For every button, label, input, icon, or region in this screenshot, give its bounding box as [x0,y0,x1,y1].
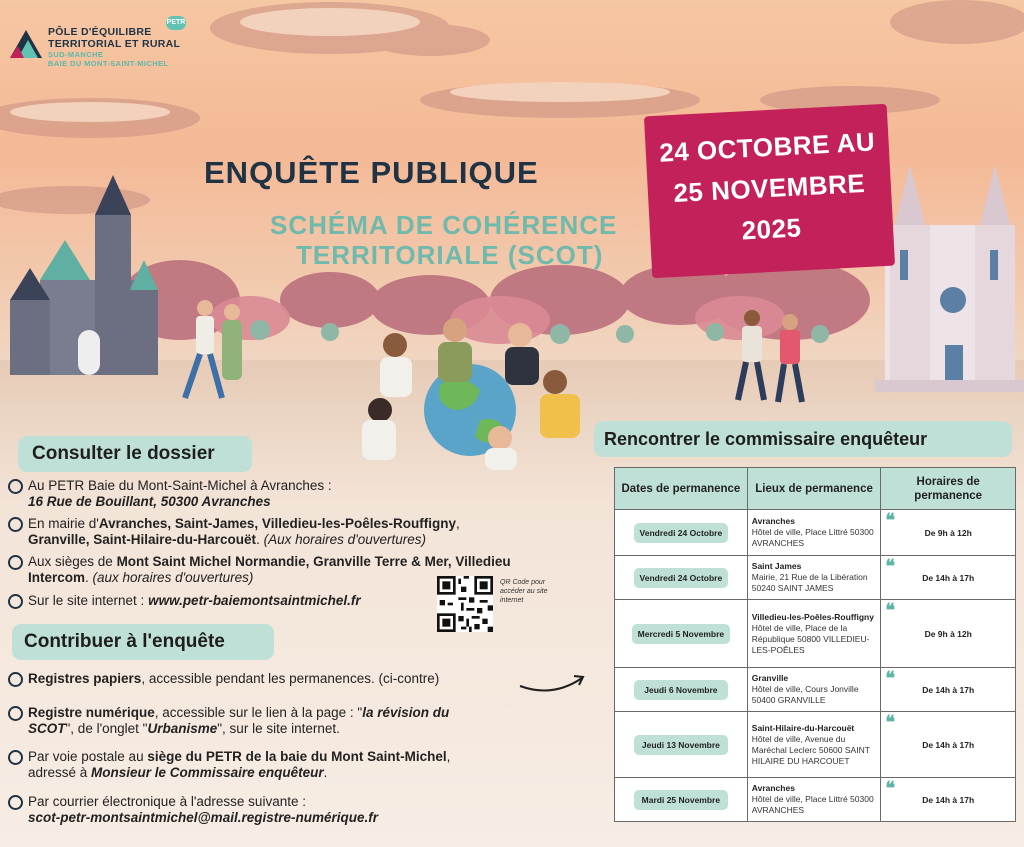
table-row [615,668,1016,712]
table-row [615,556,1016,600]
contribuer-item3-adresse: adressé à [28,765,92,780]
row-horaire-cell [881,556,1016,600]
row-horaire: De 9h à 12h [924,527,972,538]
row-date: Vendredi 24 Octobre [634,523,729,543]
date-banner [644,104,895,278]
table-row [615,600,1016,668]
row-lieu-cell [747,600,881,668]
row-horaire-cell [881,600,1016,668]
consulter-item2-towns: Avranches, Saint-James, Villedieu-les-Poêles-Rouffigny [98,516,456,531]
logo-text-line4: BAIE DU MONT-SAINT-MICHEL [48,59,169,68]
contribuer-item3-commissaire: Monsieur le Commissaire enquêteur [91,765,324,780]
consulter-heading: Consulter le dossier [18,436,252,472]
row-horaire: De 14h à 17h [922,794,975,805]
column-header-dates: Dates de permanence [615,468,748,510]
consulter-item3-hours: (aux horaires d'ouvertures) [92,570,254,585]
circle-bullet-icon [8,555,23,570]
rencontrer-heading: Rencontrer le commissaire enquêteur [594,421,1012,457]
quote-icon: ❝ [885,600,896,621]
row-lieu-name: Villedieu-les-Poêles-Rouffigny [751,611,874,622]
logo-text-line2: TERRITORIAL ET RURAL [48,38,181,50]
globe-illustration [362,318,580,470]
quote-icon: ❝ [885,668,896,689]
row-date-cell [615,668,748,712]
contribuer-item2-scot: SCOT [28,721,66,736]
circle-bullet-icon [8,672,23,687]
consulter-item4-prefix: Sur le site internet : [28,593,149,608]
row-lieu-address: Hôtel de ville, Place Littré 50300 AVRANCHES [751,794,874,815]
row-lieu-name: Avranches [751,783,795,793]
website-link[interactable]: www.petr-baiemontsaintmichel.fr [148,593,361,608]
quote-icon: ❝ [885,712,896,733]
row-date-cell [615,600,748,668]
contribuer-item2-text3: ", sur le site internet. [217,721,340,736]
row-lieu-name: Saint James [751,561,802,571]
table-header-row [615,468,1016,510]
row-date-cell [615,778,748,822]
contribuer-item4-text: Par courrier électronique à l'adresse suivante : [28,794,306,809]
contribuer-item2-urbanisme: Urbanisme [147,721,218,736]
row-horaire: De 14h à 17h [922,739,975,750]
row-lieu-address: Mairie, 21 Rue de la Libération 50240 SAINT JAMES [751,572,868,593]
row-lieu-address: Hôtel de ville, Place de la République 50800 VILLEDIEU-LES-POÊLES [751,622,870,655]
circle-bullet-icon [8,795,23,810]
email-link[interactable]: scot-petr-montsaintmichel@mail.registre-numérique.fr [28,810,378,825]
row-horaire: De 14h à 17h [922,572,975,583]
contribuer-item3-siege: siège du PETR de la baie du Mont Saint-Michel [147,749,447,764]
row-lieu-address: Hôtel de ville, Cours Jonville 50400 GRANVILLE [751,684,859,705]
page-title: ENQUÊTE PUBLIQUE [204,155,539,190]
contribuer-item2-text2: ", de l'onglet " [65,721,148,736]
row-lieu-name: Avranches [751,516,795,526]
contribuer-item1-bold: Registres papiers [28,671,142,686]
row-date: Jeudi 13 Novembre [634,735,728,755]
arrow-right-icon [518,668,588,696]
column-header-lieux: Lieux de permanence [747,468,881,510]
logo-badge: PETR [166,16,186,30]
row-horaire-cell [881,510,1016,556]
consulter-item3-sieges: Mont Saint Michel Normandie, Granville Terre & Mer, Villedieu [116,554,511,569]
consulter-item1-text: Au PETR Baie du Mont-Saint-Michel à Avranches : [28,478,332,493]
contribuer-item3-prefix: Par voie postale au [28,749,148,764]
row-horaire: De 9h à 12h [924,628,972,639]
row-horaire-cell [881,778,1016,822]
row-date: Mercredi 5 Novembre [632,624,730,644]
date-line3: 2025 [740,212,803,246]
consulter-item3-prefix: Aux sièges de [28,554,117,569]
row-lieu-cell [747,556,881,600]
circle-bullet-icon [8,706,23,721]
petr-logo [8,14,208,70]
row-lieu-cell [747,510,881,556]
qr-code[interactable] [437,576,493,632]
table-row [615,510,1016,556]
qr-caption: QR Code pour accéder au site internet [500,579,548,604]
column-header-horaires: Horaires de permanence [881,468,1016,510]
circle-bullet-icon [8,594,23,609]
logo-text-line3: SUD-MANCHE [48,50,104,59]
consulter-item2-hours: (Aux horaires d'ouvertures) [263,532,426,547]
row-date: Vendredi 24 Octobre [634,568,729,588]
consulter-item3-intercom: Intercom [28,570,86,585]
row-lieu-cell [747,778,881,822]
consulter-item2-prefix: En mairie d' [28,516,99,531]
subtitle-line1: SCHÉMA DE COHÉRENCE [270,210,618,240]
row-lieu-cell [747,712,881,778]
logo-text-line1: PÔLE D'ÉQUILIBRE [48,26,152,38]
circle-bullet-icon [8,750,23,765]
contribuer-heading: Contribuer à l'enquête [12,624,274,660]
row-date-cell [615,556,748,600]
table-row [615,712,1016,778]
row-lieu-name: Saint-Hilaire-du-Harcouët [751,722,855,733]
quote-icon: ❝ [885,778,896,799]
row-horaire-cell [881,712,1016,778]
date-line2: 25 NOVEMBRE [672,168,866,209]
revision-scot-link[interactable]: la révision du [362,705,450,720]
permanences-table [614,467,1016,822]
cathedral-illustration [875,165,1024,392]
subtitle-line2: TERRITORIALE (SCOT) [296,240,604,270]
row-date-cell [615,510,748,556]
row-date: Mardi 25 Novembre [634,790,728,810]
quote-icon: ❝ [885,510,896,531]
contribuer-item2-bold: Registre numérique [28,705,155,720]
row-date: Jeudi 6 Novembre [634,680,728,700]
circle-bullet-icon [8,479,23,494]
circle-bullet-icon [8,517,23,532]
contribuer-item1-text: , accessible pendant les permanences. (ci-contre) [141,671,440,686]
consulter-item2-towns2: Granville, Saint-Hilaire-du-Harcouët [28,532,257,547]
consulter-item1-address: 16 Rue de Bouillant, 50300 Avranches [28,494,271,509]
row-lieu-cell [747,668,881,712]
quote-icon: ❝ [885,556,896,577]
row-lieu-name: Granville [751,673,789,683]
row-lieu-address: Hôtel de ville, Place Littré 50300 AVRANCHES [751,527,874,548]
date-line1: 24 OCTOBRE AU [658,126,876,168]
row-date-cell [615,712,748,778]
contribuer-item2-text: , accessible sur le lien à la page : " [154,705,363,720]
row-lieu-address: Hôtel de ville, Avenue du Maréchal Leclerc 50600 SAINT HILAIRE DU HARCOUET [751,733,870,766]
row-horaire: De 14h à 17h [922,684,975,695]
table-row [615,778,1016,822]
logo-mountain-icon [8,24,44,64]
row-horaire-cell [881,668,1016,712]
